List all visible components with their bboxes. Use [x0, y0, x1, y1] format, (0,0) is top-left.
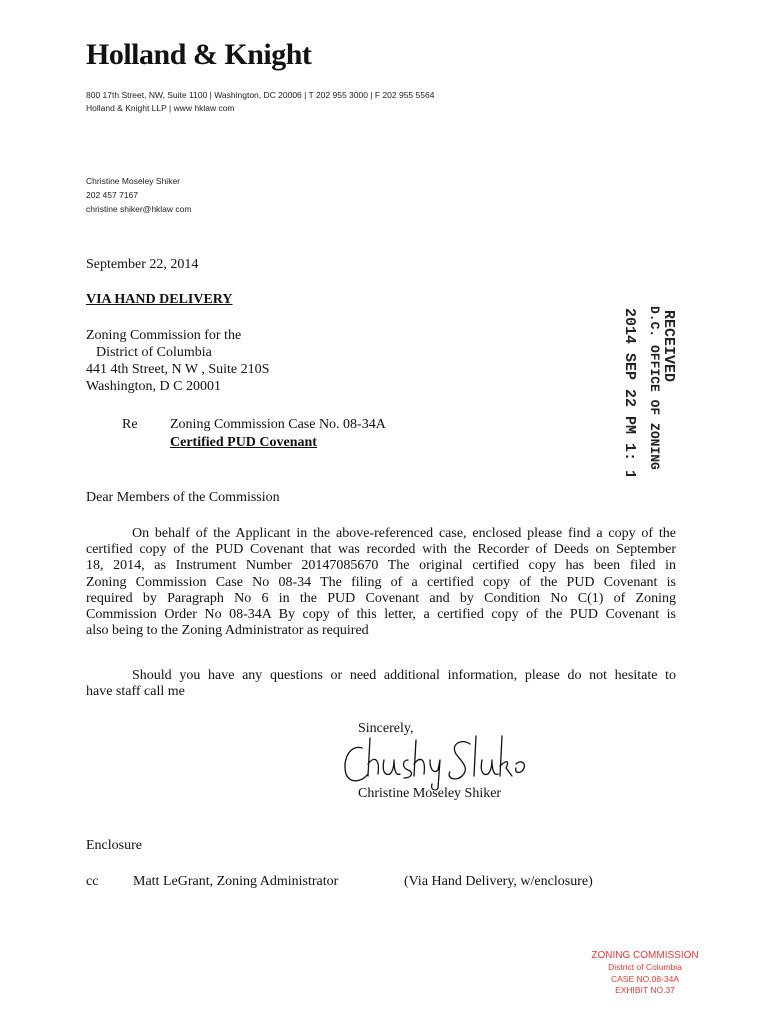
cc-label: cc [86, 874, 99, 889]
paragraph-line: Should you have any questions or need additional information, please do not hesitate to [132, 668, 676, 683]
recipient-line: District of Columbia [96, 345, 212, 360]
paragraph-line: Zoning Commission Case No 08-34 The filing of a certified copy of the PUD Covenant is [86, 574, 676, 590]
author-phone: 202 457 7167 [86, 190, 138, 200]
cc-note: (Via Hand Delivery, w/enclosure) [404, 874, 593, 889]
zoning-stamp-line: EXHIBIT NO.37 [615, 985, 675, 995]
paragraph-line: have staff call me [86, 684, 185, 700]
signer-name: Christine Moseley Shiker [358, 786, 502, 801]
author-name: Christine Moseley Shiker [86, 176, 181, 186]
received-stamp-line: 2014 SEP 22 PM 1: 16 [622, 308, 638, 476]
received-stamp [622, 306, 682, 476]
author-email: christine shiker@hklaw com [86, 204, 192, 214]
paragraph-line: Commission Order No 08-34A By copy of this letter, a certified copy of the PUD Covenant is [86, 607, 676, 623]
firm-web-line: Holland & Knight LLP | www hklaw com [86, 103, 235, 113]
paragraph-line: On behalf of the Applicant in the above-referenced case, enclosed please find a copy of the [132, 526, 676, 541]
body-paragraph-2 [86, 668, 676, 700]
zoning-stamp-line: District of Columbia [608, 962, 682, 972]
handwritten-signature [338, 730, 538, 790]
re-subject: Certified PUD Covenant [170, 435, 317, 450]
body-paragraph-1 [86, 526, 676, 639]
paragraph-line: 18, 2014, as Instrument Number 20147085670 The original certified copy has been filed in [86, 558, 676, 574]
firm-logo: Holland & Knight [86, 38, 312, 71]
paragraph-line: required by Paragraph No 6 in the PUD Covenant and by Condition No C(1) of Zoning [86, 590, 676, 606]
received-stamp-line: RECEIVED [660, 310, 677, 383]
recipient-line: 441 4th Street, N W , Suite 210S [86, 362, 270, 377]
closing: Sincerely, [358, 721, 414, 736]
recipient-line: Zoning Commission for the [86, 328, 242, 343]
firm-address-line: 800 17th Street, NW, Suite 1100 | Washington, DC 20006 | T 202 955 3000 | F 202 955 5564 [86, 90, 435, 100]
re-case: Zoning Commission Case No. 08-34A [170, 417, 386, 432]
zoning-commission-stamp [580, 950, 710, 997]
enclosure-label: Enclosure [86, 838, 142, 853]
paragraph-line: certified copy of the PUD Covenant that was recorded with the Recorder of Deeds on September [86, 542, 676, 558]
salutation: Dear Members of the Commission [86, 490, 280, 505]
recipient-line: Washington, D C 20001 [86, 379, 221, 394]
cc-name: Matt LeGrant, Zoning Administrator [133, 874, 339, 889]
zoning-stamp-line: CASE NO.08-34A [610, 973, 680, 984]
re-label: Re [122, 417, 138, 432]
letter-date: September 22, 2014 [86, 257, 199, 272]
zoning-stamp-title: ZONING COMMISSION [591, 950, 699, 961]
received-stamp-line: D.C. OFFICE OF ZONING [647, 306, 662, 470]
paragraph-line: also being to the Zoning Administrator as required [86, 623, 369, 639]
delivery-method: VIA HAND DELIVERY [86, 292, 233, 307]
